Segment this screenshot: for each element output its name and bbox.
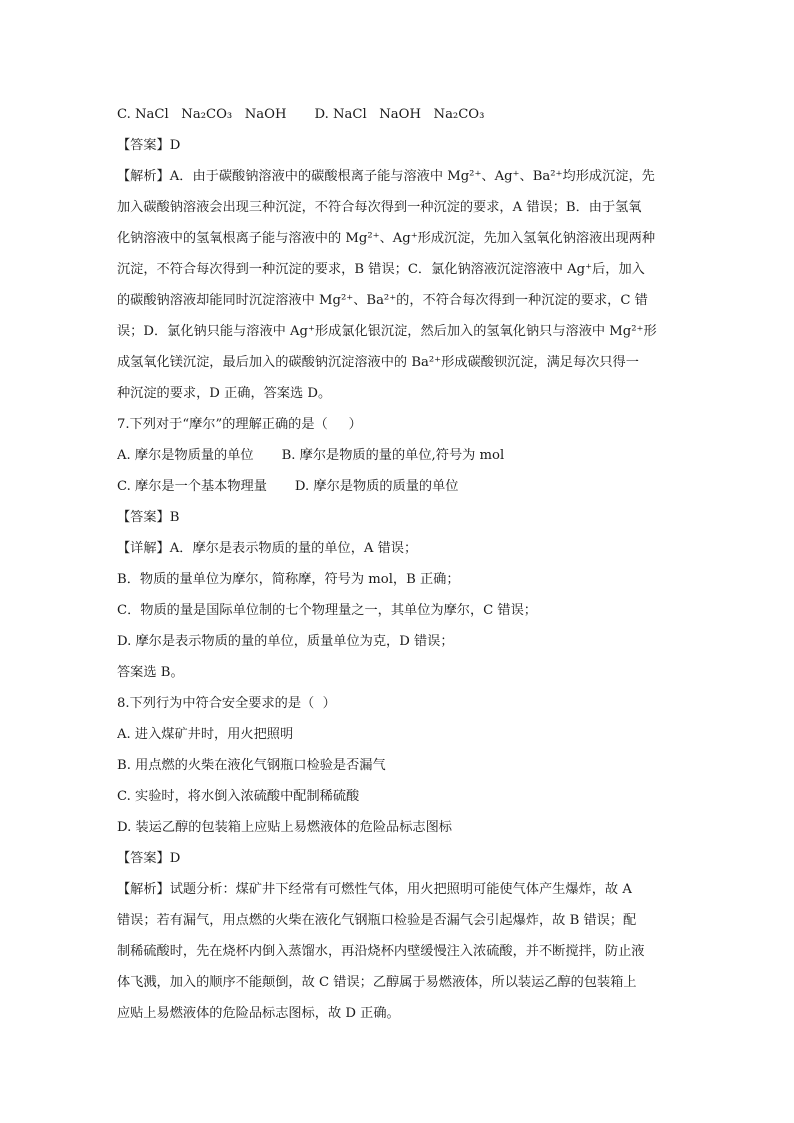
- q7-analysis-line: B．物质的量单位为摩尔，简称摩，符号为 mol，B 正确；: [117, 572, 460, 587]
- q7-analysis-line: C．物质的量是国际单位制的七个物理量之一，其单位为摩尔，C 错误；: [117, 603, 537, 618]
- q7-stem: 7.下列对于“摩尔”的理解正确的是（ ）: [117, 417, 362, 432]
- q7-analysis-line: D. 摩尔是表示物质的量的单位，质量单位为克，D 错误；: [117, 634, 454, 649]
- q7-option-c: C. 摩尔是一个基本物理量: [117, 479, 267, 494]
- q6-analysis-line: 化钠溶液中的氢氧根离子能与溶液中的 Mg²⁺、Ag⁺形成沉淀，先加入氢氧化钠溶液出现两种: [117, 231, 656, 246]
- q6-analysis-line: 种沉淀的要求，D 正确，答案选 D。: [117, 386, 332, 401]
- q6-option-c: C. NaCl Na₂CO₃ NaOH: [117, 107, 287, 122]
- q7-options-ab: [117, 440, 677, 471]
- q7-option-d: D. 摩尔是物质的质量的单位: [294, 479, 459, 494]
- page-content: [117, 99, 677, 1029]
- q8-analysis-line: 错误；若有漏气，用点燃的火柴在液化气钢瓶口检验是否漏气会引起爆炸，故 B 错误；配: [117, 913, 637, 928]
- q8-analysis-line: 应贴上易燃液体的危险品标志图标，故 D 正确。: [117, 1006, 400, 1021]
- q8-analysis-line: 【解析】试题分析：煤矿井下经常有可燃性气体，用火把照明可能使气体产生爆炸，故 A: [117, 882, 632, 897]
- q8-answer: 【答案】D: [117, 851, 181, 866]
- q8-option-c: C. 实验时，将水倒入浓硫酸中配制稀硫酸: [117, 789, 360, 804]
- q6-analysis-line: 成氢氧化镁沉淀，最后加入的碳酸钠沉淀溶液中的 Ba²⁺形成碳酸钡沉淀，满足每次只得一: [117, 355, 639, 370]
- q6-analysis-line: 的碳酸钠溶液却能同时沉淀溶液中 Mg²⁺、Ba²⁺的，不符合每次得到一种沉淀的要求，C 错: [117, 293, 648, 308]
- q7-analysis-line: 答案选 B。: [117, 665, 184, 680]
- q6-analysis-line: 加入碳酸钠溶液会出现三种沉淀，不符合每次得到一种沉淀的要求，A 错误；B．由于氢氧: [117, 200, 642, 215]
- q8-analysis-line: 制稀硫酸时，先在烧杯内倒入蒸馏水，再沿烧杯内壁缓慢注入浓硫酸，并不断搅拌，防止液: [117, 944, 645, 959]
- q7-option-b: B. 摩尔是物质的量的单位,符号为 mol: [281, 448, 505, 463]
- q6-answer: 【答案】D: [117, 138, 181, 153]
- q8-analysis-line: 体飞溅，加入的顺序不能颠倒，故 C 错误；乙醇属于易燃液体，所以装运乙醇的包装箱上: [117, 975, 637, 990]
- q8-option-d: D. 装运乙醇的包装箱上应贴上易燃液体的危险品标志图标: [117, 820, 452, 835]
- q7-option-a: A. 摩尔是物质量的单位: [117, 448, 254, 463]
- q6-option-d: D. NaCl NaOH Na₂CO₃: [314, 107, 485, 122]
- q8-option-a: A. 进入煤矿井时，用火把照明: [117, 727, 294, 742]
- q6-analysis-line: 沉淀，不符合每次得到一种沉淀的要求，B 错误；C．氯化钠溶液沉淀溶液中 Ag⁺后，加入: [117, 262, 645, 277]
- q8-stem: 8.下列行为中符合安全要求的是（ ）: [117, 696, 336, 711]
- q6-analysis-line: 【解析】A．由于碳酸钠溶液中的碳酸根离子能与溶液中 Mg²⁺、Ag⁺、Ba²⁺均形成沉淀，先: [117, 169, 655, 184]
- q6-analysis-line: 误；D．氯化钠只能与溶液中 Ag⁺形成氯化银沉淀，然后加入的氢氧化钠只与溶液中 Mg²⁺形: [117, 324, 657, 339]
- q7-options-cd: [117, 471, 677, 502]
- q7-answer: 【答案】B: [117, 510, 180, 525]
- q8-option-b: B. 用点燃的火柴在液化气钢瓶口检验是否漏气: [117, 758, 386, 773]
- q6-options-cd: [117, 99, 677, 130]
- q7-analysis-line: 【详解】A．摩尔是表示物质的量的单位，A 错误；: [117, 541, 418, 556]
